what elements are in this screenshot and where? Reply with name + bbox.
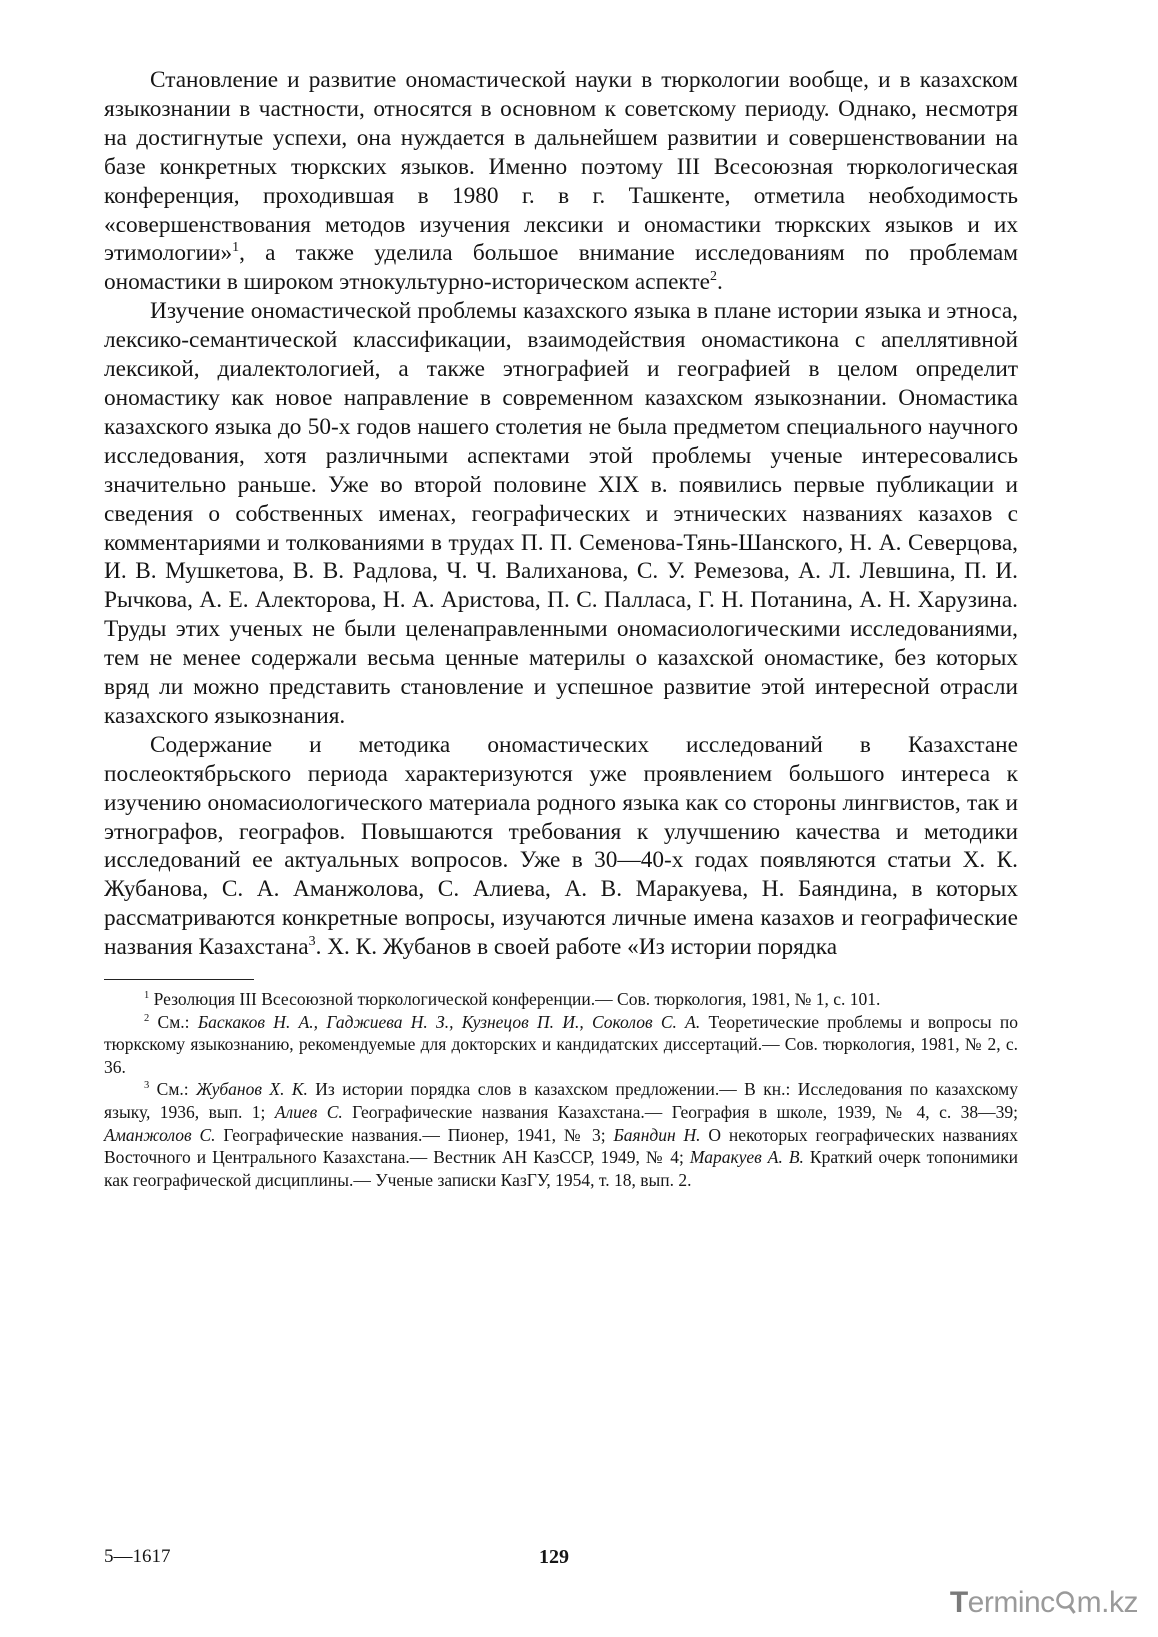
- footnote-ref: 3: [144, 1080, 150, 1092]
- footnote-1: $^1$ Резолюция III Всесоюзной тюркологической конференции.— Сов. тюркология, 1981, № 1, с. 101.: [144, 989, 881, 1010]
- magnifier-icon: [1055, 1589, 1077, 1623]
- footnote-3: $^3$ См.: Жубанов Х. К. Из истории порядка слов в казахском предложении.— В кн.: Исследования по казахскому языку, 1936, вып. 1; Алиев С. Географические названия Казахстана.— География в школе, 1939, № 4, с. 38—39; Аманжолов С. Географические названия.— Пионер, 1941, № 3; Баяндин Н. О некоторых географических названиях Восточного и Центрального Казахстана.— Вестник АН КазССР, 1949, № 4; Маракуев А. В. Краткий очерк топонимики как географической дисциплины.— Ученые записки КазГУ, 1954, т. 18, вып. 2.: [104, 1079, 1019, 1190]
- page-body: [104, 66, 1018, 1191]
- paragraph-2: Изучение ономастической проблемы казахского языка в плане истории языка и этноса, лексико-семантической классификации, взаимодействия ономастикона с апеллятивной лексикой, диалектологией, а также этнографией и географией в целом определит ономастику как новое направление в современном казахском языкознании. Ономастика казахского языка до 50-х годов нашего столетия не была предметом специального научного исследования, хотя различными аспектами этой проблемы ученые интересовались значительно раньше. Уже во второй половине XIX в. появились первые публикации и сведения о собственных именах, географических и этнических названиях казахов с комментариями и толкованиями в трудах П. П. Семенова-Тянь-Шанского, Н. А. Северцова, И. В. Мушкетова, В. В. Радлова, Ч. Ч. Валиханова, С. У. Ремезова, А. Л. Левшина, П. И. Рычкова, А. Е. Алекторова, Н. А. Аристова, П. С. Палласа, Г. Н. Потанина, А. Н. Харузина. Труды этих ученых не были целенаправленными ономасиологическими исследованиями, тем не менее содержали весьма ценные материлы о казахской ономастике, без которых вряд ли можно представить становление и успешное развитие этой интересной отрасли казахского языкознания.: [104, 298, 1018, 729]
- footnotes: [104, 988, 1018, 1191]
- footnote-ref: 3: [308, 934, 316, 950]
- footnote-ref: 2: [144, 1012, 150, 1024]
- footnote-2: $^2$ См.: Баскаков Н. А., Гаджиева Н. З., Кузнецов П. И., Соколов С. А. Теоретические проблемы и вопросы по тюркскому языкознанию, рекомендуемые для докторских и кандидатских диссертаций.— Сов. тюркология, 1981, № 2, с. 36.: [104, 1011, 1019, 1077]
- author-name: Жубанов Х. К.: [196, 1079, 308, 1100]
- author-name: Маракуев А. В.: [689, 1147, 804, 1168]
- paragraph-1: Становление и развитие ономастической науки в тюркологии вообще, и в казахском языкознании в частности, относятся в основном к советскому периоду. Однако, несмотря на достигнутые успехи, она нуждается в дальнейшем развитии и совершенствовании на базе конкретных тюркских языков. Именно поэтому III Всесоюзная тюркологическая конференция, проходившая в 1980 г. в г. Ташкенте, отметила необходимость «совершенствования методов изучения лексики и ономастики тюркских языков и их этимологии»$^1$, а также уделила большое внимание исследованиям по проблемам ономастики в широком этнокультурно-историческом аспекте$^2$.: [104, 67, 1018, 296]
- main-text: [104, 66, 1018, 962]
- author-name: Алиев С.: [274, 1102, 343, 1123]
- author-name: Аманжолов С.: [104, 1124, 216, 1145]
- author-name: Баскаков Н. А., Гаджиева Н. З., Кузнецов П. И., Соколов С. А.: [197, 1011, 701, 1032]
- site-watermark: [950, 1586, 1138, 1623]
- author-name: Баяндин Н.: [613, 1124, 701, 1145]
- paragraph-3: Содержание и методика ономастических исследований в Казахстане послеоктябрьского периода характеризуются уже проявлением большого интереса к изучению ономасиологического материала родного языка как со стороны лингвистов, так и этнографов, географов. Повышаются требования к улучшению качества и методики исследований ее актуальных вопросов. Уже в 30—40-х годах появляются статьи Х. К. Жубанова, С. А. Аманжолова, С. Алиева, А. В. Маракуева, Н. Баяндина, в которых рассматриваются конкретные вопросы, изучаются личные имена казахов и географические названия Казахстана$^3$. Х. К. Жубанов в своей работе «Из истории порядка: [104, 731, 1018, 961]
- footnote-ref: 1: [144, 990, 150, 1002]
- footnote-ref: 1: [232, 240, 240, 256]
- watermark-text-end: m.kz: [1076, 1586, 1138, 1619]
- printer-signature: 5—1617: [104, 1546, 171, 1567]
- footnote-ref: 2: [709, 269, 717, 285]
- page-number: 129: [539, 1546, 569, 1568]
- footnote-separator: [104, 979, 254, 980]
- watermark-first-letter: T: [949, 1586, 968, 1619]
- watermark-text-start: erminc: [967, 1586, 1055, 1619]
